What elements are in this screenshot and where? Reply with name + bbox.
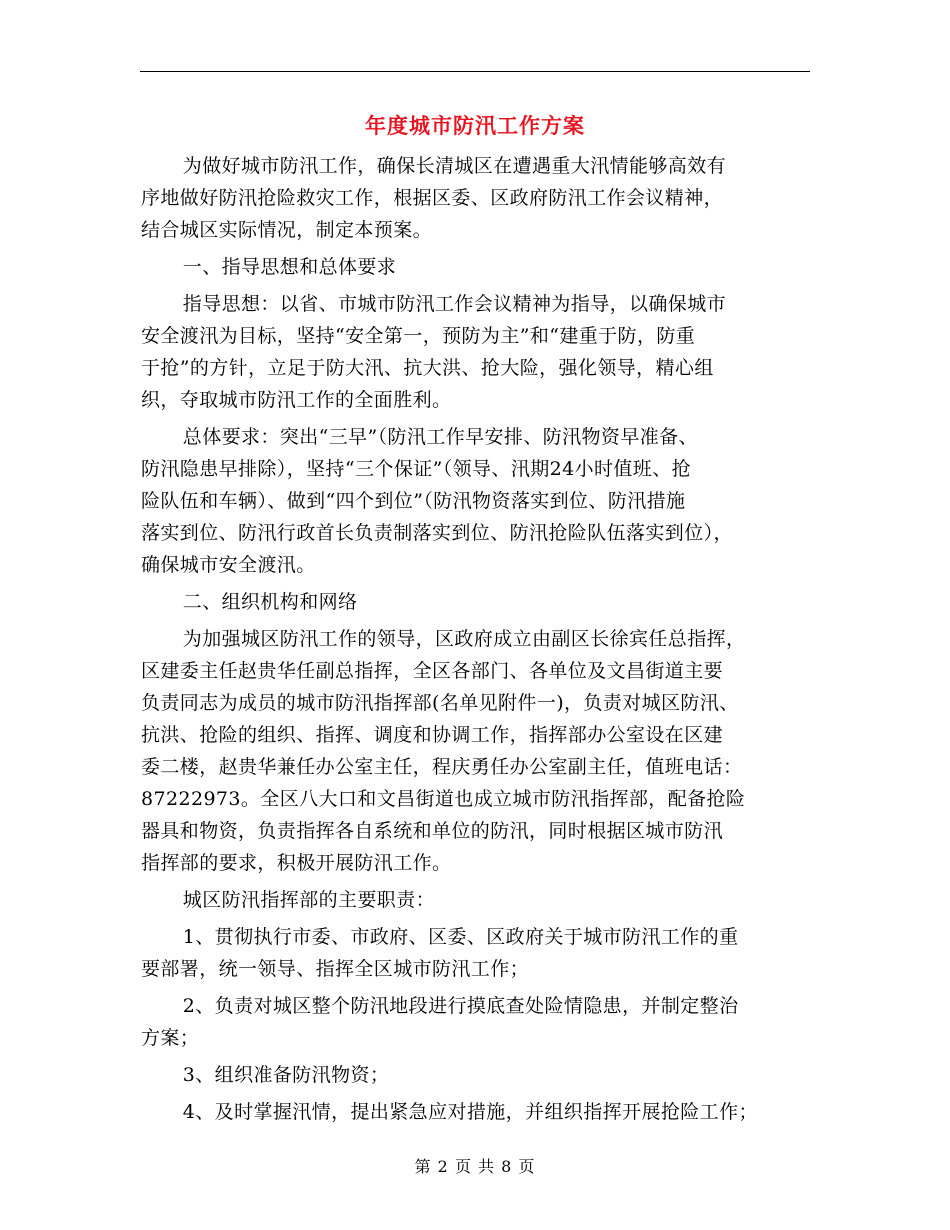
text-line: 3、组织准备防汛物资； (182, 1064, 390, 1086)
text-line: 安全渡汛为目标，坚持“安全第一，预防为主”和“建重于防，防重 (141, 325, 696, 347)
text-line: 委二楼，赵贵华兼任办公室主任，程庆勇任办公室副主任，值班电话： (141, 756, 743, 778)
paragraph-intro (141, 150, 813, 246)
text-line: 织，夺取城市防汛工作的全面胜利。 (141, 389, 452, 411)
text-line: 城区防汛指挥部的主要职责： (182, 889, 435, 911)
text-line: 2、负责对城区整个防汛地段进行摸底查处险情隐患，并制定整治 (182, 995, 739, 1017)
paragraph-guiding-thought (141, 288, 813, 416)
section-heading-1 (141, 251, 813, 283)
text-line: 抗洪、抢险的组织、指挥、调度和协调工作，指挥部办公室设在区建 (141, 724, 724, 746)
text-line: 要部署，统一领导、指挥全区城市防汛工作； (141, 958, 530, 980)
text-line: 负责同志为成员的城市防汛指挥部(名单见附件一)，负责对城区防汛、 (141, 692, 739, 714)
text-line: 4、及时掌握汛情，提出紧急应对措施，并组织指挥开展抢险工作； (182, 1101, 758, 1123)
text-line: 1、贯彻执行市委、市政府、区委、区政府关于城市防汛工作的重 (182, 926, 739, 948)
text-line: 为做好城市防汛工作，确保长清城区在遭遇重大汛情能够高效有 (182, 155, 726, 177)
header-rule (140, 71, 810, 72)
duty-item-1 (141, 921, 813, 985)
page-number: 第 2 页 共 8 页 (414, 1157, 536, 1176)
paragraph-organization (141, 623, 813, 879)
text-line: 序地做好防汛抢险救灾工作，根据区委、区政府防汛工作会议精神， (141, 187, 724, 209)
text-line: 确保城市安全渡汛。 (141, 554, 316, 576)
duty-item-3 (141, 1059, 813, 1091)
text-line: 一、指导思想和总体要求 (182, 256, 397, 278)
text-line: 落实到位、防汛行政首长负责制落实到位、防汛抢险队伍落实到位）， (141, 522, 733, 544)
duty-item-4 (141, 1096, 813, 1128)
paragraph-duties-heading (141, 884, 813, 916)
text-line: 方案； (141, 1027, 200, 1049)
text-line: 指导思想：以省、市城市防汛工作会议精神为指导，以确保城市 (182, 293, 726, 315)
text-line: 87222973。全区八大口和文昌街道也成立城市防汛指挥部，配备抢险 (141, 788, 746, 810)
section-heading-2 (141, 586, 813, 618)
text-line: 二、组织机构和网络 (182, 591, 358, 613)
text-line: 器具和物资，负责指挥各自系统和单位的防汛，同时根据区城市防汛 (141, 820, 724, 842)
text-line: 险队伍和车辆）、做到“四个到位”（防汛物资落实到位、防汛措施 (141, 490, 686, 512)
text-line: 于抢”的方针，立足于防大汛、抗大洪、抢大险，强化领导，精心组 (141, 357, 714, 379)
document-title: 年度城市防汛工作方案 (365, 113, 585, 138)
text-line: 结合城区实际情况，制定本预案。 (141, 219, 433, 241)
text-line: 为加强城区防汛工作的领导，区政府成立由副区长徐宾任总指挥， (182, 628, 746, 650)
text-line: 总体要求：突出“三早”（防汛工作早安排、防汛物资早准备、 (182, 426, 698, 448)
paragraph-overall-requirements (141, 421, 813, 581)
text-line: 指挥部的要求，积极开展防汛工作。 (141, 852, 452, 874)
duty-item-2 (141, 990, 813, 1054)
document-body (141, 150, 813, 1133)
text-line: 防汛隐患早排除），坚持“三个保证”（领导、汛期24小时值班、抢 (141, 458, 692, 480)
text-line: 区建委主任赵贵华任副总指挥，全区各部门、各单位及文昌街道主要 (141, 660, 724, 682)
